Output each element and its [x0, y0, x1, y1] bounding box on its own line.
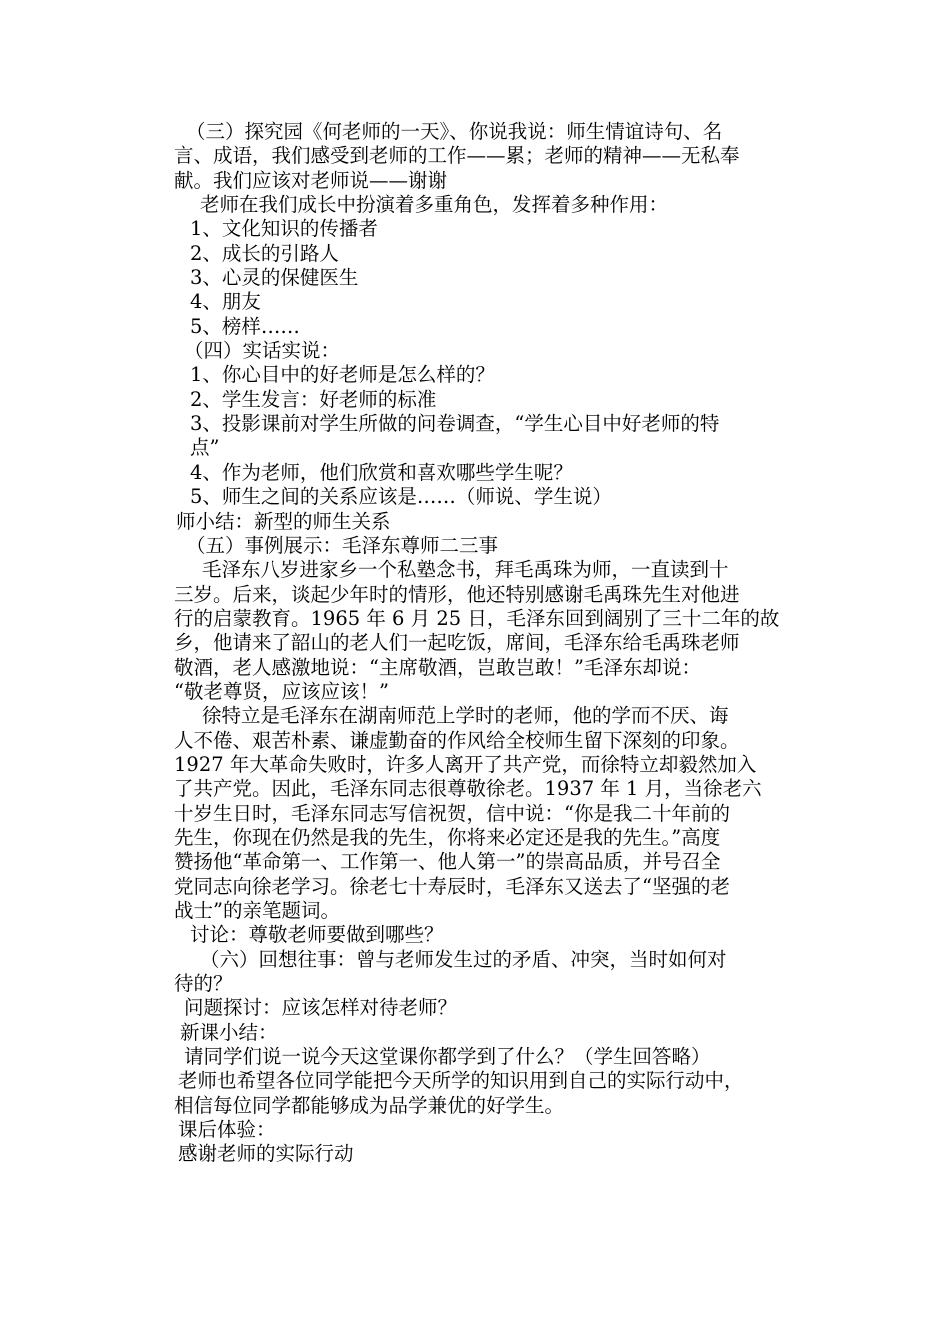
- paragraph-line: 老师在我们成长中扮演着多重角色，发挥着多种作用：: [200, 193, 669, 217]
- list-item: 1、你心目中的好老师是怎么样的？: [190, 363, 495, 387]
- paragraph-line: 十岁生日时，毛泽东同志写信祝贺，信中说：“你是我二十年前的: [174, 801, 730, 825]
- paragraph-line: 行的启蒙教育。1965 年 6 月 25 日，毛泽东回到阔别了三十二年的故: [174, 606, 780, 630]
- paragraph-line: 战士”的亲笔题词。: [174, 899, 340, 922]
- lesson-summary-heading: 新课小结：: [180, 1020, 278, 1044]
- section-five-heading: （五）事例展示：毛泽东尊师二三事: [186, 533, 499, 557]
- paragraph-line: 毛泽东八岁进家乡一个私塾念书，拜毛禹珠为师，一直读到十: [202, 558, 729, 582]
- list-item: 1、文化知识的传播者: [190, 217, 378, 241]
- paragraph-line: 感谢老师的实际行动: [178, 1142, 354, 1166]
- list-item: 4、朋友: [190, 290, 261, 314]
- paragraph-line: 1927 年大革命失败时，许多人离开了共产党，而徐特立却毅然加入: [174, 752, 757, 776]
- list-item: 3、投影课前对学生所做的问卷调查，“学生心目中好老师的特: [190, 412, 720, 436]
- paragraph-line: 待的？: [174, 972, 233, 996]
- paragraph-line: 先生，你现在仍然是我的先生，你将来必定还是我的先生。”高度: [174, 825, 721, 849]
- teacher-summary: 师小结：新型的师生关系: [176, 509, 391, 533]
- list-item: 2、学生发言：好老师的标准: [190, 387, 437, 411]
- list-item: 5、师生之间的关系应该是……（师说、学生说）: [190, 485, 612, 509]
- after-class-heading: 课后体验：: [178, 1118, 276, 1142]
- paragraph-line: 点”: [190, 436, 220, 460]
- paragraph-line: 敬酒，老人感激地说：“主席敬酒，岂敢岂敢！”毛泽东却说：: [174, 655, 701, 679]
- section-four-heading: （四）实话实说：: [184, 339, 341, 363]
- question-line: 问题探讨：应该怎样对待老师？: [184, 996, 458, 1020]
- paragraph-line: 言、成语，我们感受到老师的工作——累；老师的精神——无私奉: [174, 144, 740, 168]
- paragraph-line: 相信每位同学都能够成为品学兼优的好学生。: [174, 1093, 565, 1117]
- paragraph-line: 赞扬他“革命第一、工作第一、他人第一”的崇高品质，并号召全: [174, 850, 721, 874]
- list-item: 3、心灵的保健医生: [190, 266, 359, 290]
- section-six-heading: （六）回想往事：曾与老师发生过的矛盾、冲突，当时如何对: [200, 947, 727, 971]
- paragraph-line: 了共产党。因此，毛泽东同志很尊敬徐老。1937 年 1 月，当徐老六: [174, 777, 762, 801]
- list-item: 2、成长的引路人: [190, 241, 339, 265]
- list-item: 4、作为老师，他们欣赏和喜欢哪些学生呢？: [190, 460, 573, 484]
- paragraph-line: 献。我们应该对老师说——谢谢: [174, 168, 448, 192]
- list-item: 5、榜样……: [190, 314, 300, 338]
- paragraph-line: 请同学们说一说今天这堂课你都学到了什么？（学生回答略）: [184, 1045, 711, 1069]
- paragraph-line: 老师也希望各位同学能把今天所学的知识用到自己的实际行动中，: [178, 1069, 744, 1093]
- discussion-line: 讨论：尊敬老师要做到哪些？: [190, 923, 444, 947]
- section-three-heading: （三）探究园《何老师的一天》、你说我说：师生情谊诗句、名: [186, 120, 723, 143]
- paragraph-line: 人不倦、艰苦朴素、谦虚勤奋的作风给全校师生留下深刻的印象。: [174, 728, 740, 752]
- document-body: [0, 120, 950, 1167]
- paragraph-line: 党同志向徐老学习。徐老七十寿辰时，毛泽东又送去了“坚强的老: [174, 874, 730, 898]
- paragraph-line: 三岁。后来，谈起少年时的情形，他还特别感谢毛禹珠先生对他进: [174, 582, 740, 606]
- paragraph-line: “敬老尊贤，应该应该！”: [174, 679, 389, 703]
- paragraph-line: 乡，他请来了韶山的老人们一起吃饭，席间，毛泽东给毛禹珠老师: [174, 631, 740, 655]
- paragraph-line: 徐特立是毛泽东在湖南师范上学时的老师，他的学而不厌、诲: [202, 704, 729, 728]
